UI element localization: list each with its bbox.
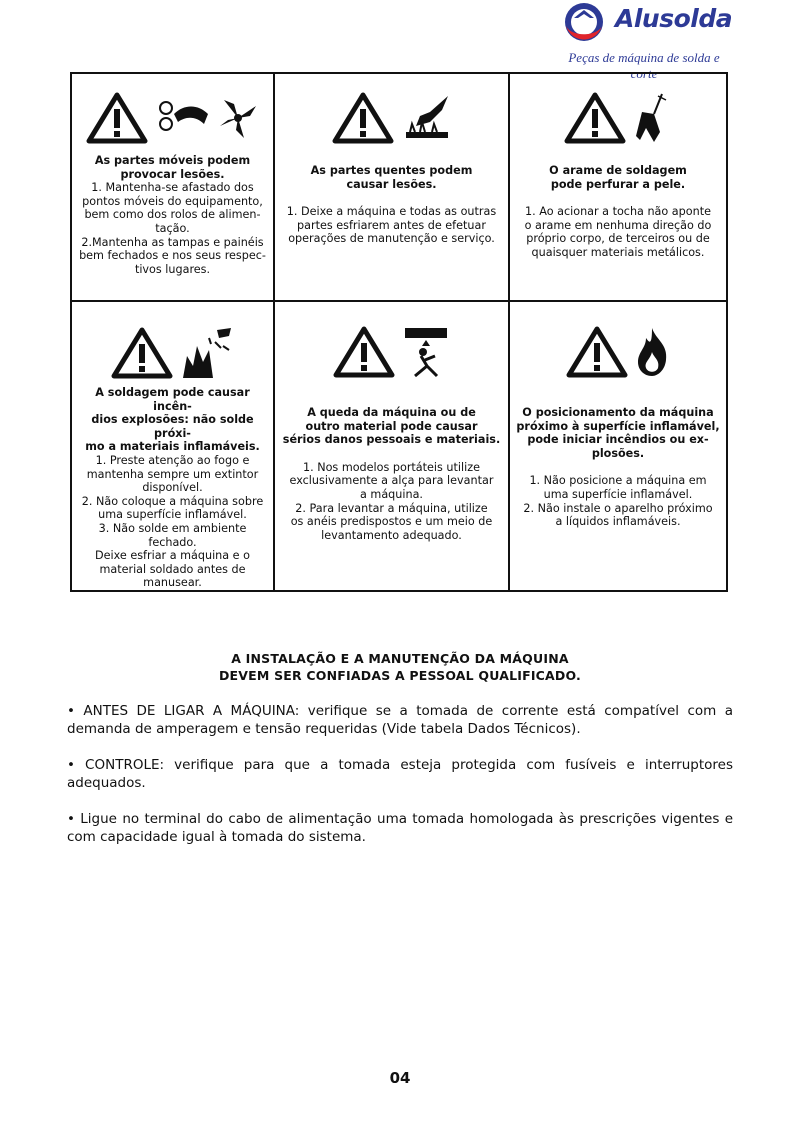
flame-icon [634, 326, 670, 378]
wire-pierce-hand-icon [632, 92, 672, 144]
warning-text-line: tivos lugares. [134, 262, 211, 276]
notice-paragraph: • ANTES DE LIGAR A MÁQUINA: verifique se a tomada de corrente está compatível com a demanda de amperagem e tensão requeridas (Vide tabela Dados Técnicos). [67, 703, 733, 737]
warning-heading-line: A queda da máquina ou de [307, 406, 476, 419]
warning-flammable-surface [510, 302, 726, 590]
notice-title-line: DEVEM SER CONFIADAS A PESSOAL QUALIFICADO. [218, 668, 581, 683]
warning-text-line: pontos móveis do equipamento, [82, 194, 263, 208]
warning-heading-line: próximo à superfície inflamável, [516, 419, 720, 433]
warning-heading-line: outro material pode causar [305, 419, 478, 433]
notice-paragraph: • CONTROLE: verifique para que a tomada esteja protegida com fusíveis e interruptores adequados. [67, 757, 733, 791]
warning-text-line: 2. Para levantar a máquina, utilize [295, 501, 488, 515]
notice-title-line: A INSTALAÇÃO E A MANUTENÇÃO DA MÁQUINA [231, 651, 569, 666]
warning-text-line: Deixe esfriar a máquina e o [95, 549, 250, 563]
warning-text-line: 1. Nos modelos portáteis utilize [302, 460, 480, 474]
warning-heading-line: sérios danos pessoais e materiais. [282, 433, 501, 447]
brand-tagline: Peças de máquina de solda e corte [568, 50, 720, 81]
warning-text-line: a líquidos inflamáveis. [555, 515, 681, 529]
warning-text-line: 2. Não coloque a máquina sobre [81, 494, 264, 508]
falling-load-icon [401, 326, 451, 378]
warning-triangle-icon [333, 326, 395, 378]
warning-text-line: uma superfície inflamável. [543, 487, 693, 501]
warning-heading-line: dios explosões: não solde próxi- [91, 413, 254, 440]
warning-text-line: fechado. [148, 535, 197, 549]
warning-text-line: 3. Não solde em ambiente [98, 521, 247, 535]
warning-triangle-icon [111, 327, 173, 379]
warning-text-line: tação. [155, 221, 190, 235]
warning-heading-line: pode perfurar a pele. [550, 177, 686, 191]
warning-heading-line: plosões. [591, 446, 645, 460]
warning-text-line: os anéis predispostos e um meio de [290, 515, 493, 529]
warning-text-line: material soldado antes de [99, 562, 246, 576]
warning-heading-line: As partes móveis podem [94, 154, 251, 167]
warning-text-line: próprio corpo, de terceiros ou de [526, 232, 710, 246]
warning-text-line: exclusivamente a alça para levantar [289, 474, 494, 488]
hand-fan-icon [216, 94, 260, 142]
warning-text-line: mantenha sempre um extintor [86, 467, 259, 481]
warning-heading-line: A soldagem pode causar incên- [95, 386, 250, 413]
warning-heading-line: O posicionamento da máquina [522, 406, 714, 419]
warning-heading-line: O arame de soldagem [549, 164, 687, 177]
warning-triangle-icon [332, 92, 394, 144]
warning-hot-parts [275, 74, 510, 302]
warning-falling-load [275, 302, 510, 590]
warning-text-line: 1. Deixe a máquina e todas as outras [286, 205, 497, 219]
warning-triangle-icon [566, 326, 628, 378]
warning-text-line: 1. Preste atenção ao fogo e [95, 453, 250, 467]
safety-warnings-table [70, 72, 728, 592]
warning-text-line: manusear. [143, 576, 202, 590]
notice-title [0, 650, 800, 684]
warning-text-line: uma superfície inflamável. [98, 508, 247, 522]
warning-moving-parts [72, 74, 275, 302]
warning-text-line: 1. Mantenha-se afastado dos [91, 181, 254, 195]
warning-text-line: levantamento adequado. [321, 528, 462, 542]
warning-welding-wire [510, 74, 726, 302]
warning-heading-line: pode iniciar incêndios ou ex- [527, 433, 709, 447]
warning-heading-line: As partes quentes podem [310, 164, 473, 177]
hand-rollers-icon [154, 94, 210, 142]
warning-text-line: quaisquer materiais metálicos. [531, 245, 705, 259]
warning-triangle-icon [564, 92, 626, 144]
notice-paragraph: • Ligue no terminal do cabo de alimentação uma tomada homologada às prescrições vigentes e com capacidade igual à tomada do sistema. [67, 811, 733, 845]
warning-text-line: bem fechados e nos seus respec- [79, 249, 266, 263]
warning-text-line: partes esfriarem antes de efetuar [297, 218, 486, 232]
warning-text-line: operações de manutenção e serviço. [288, 232, 495, 246]
warning-text-line: bem como dos rolos de alimen- [84, 208, 261, 222]
hot-hand-icon [400, 92, 452, 144]
warning-fire-explosion [72, 302, 275, 590]
warning-text-line: a máquina. [360, 487, 423, 501]
warning-heading-line: mo a materiais inflamáveis. [85, 440, 260, 454]
warning-text-line: 2. Não instale o aparelho próximo [523, 501, 713, 515]
warning-heading-line: causar lesões. [346, 177, 437, 191]
brand-name: Alusolda [615, 4, 733, 33]
fire-explosion-icon [179, 326, 235, 380]
warning-heading-line: provocar lesões. [120, 167, 225, 181]
warning-text-line: disponível. [142, 481, 203, 495]
warning-text-line: 2.Mantenha as tampas e painéis [81, 235, 264, 249]
warning-text-line: 1. Ao acionar a tocha não aponte [525, 205, 711, 219]
page-number: 04 [389, 1069, 411, 1087]
warning-text-line: 1. Não posicione a máquina em [529, 474, 707, 488]
warning-triangle-icon [86, 92, 148, 144]
warning-text-line: o arame em nenhuma direção do [524, 218, 712, 232]
